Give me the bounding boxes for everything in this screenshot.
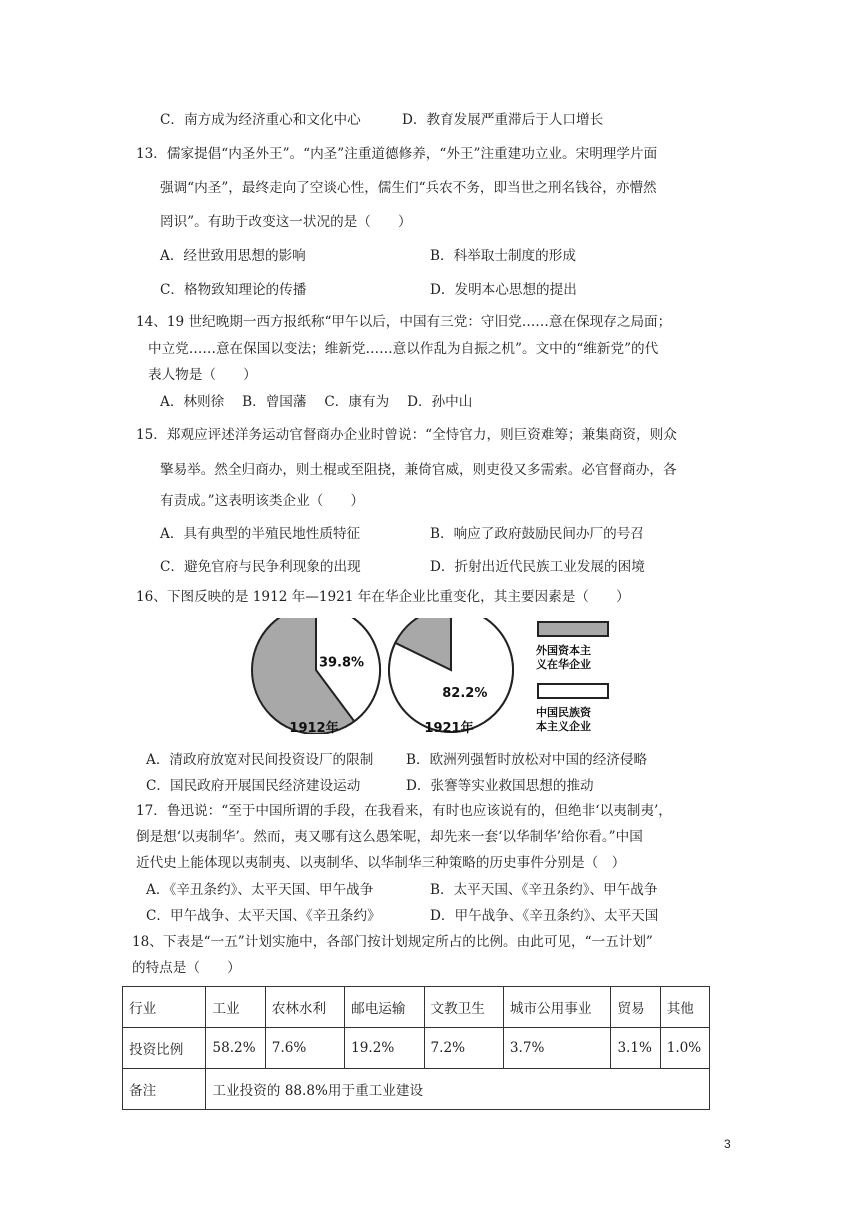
table-cell: 7.2% xyxy=(424,1028,503,1069)
q18-stem-line-1: 18、下表是“一五”计划实施中，各部门按计划规定所占的比例。由此可见，“一五计划” xyxy=(132,934,653,950)
table-cell: 农林水利 xyxy=(265,987,344,1028)
table-cell: 贸易 xyxy=(611,987,660,1028)
legend-label: 本主义企业 xyxy=(536,720,591,733)
q17-stem-line-1: 17．鲁迅说：“至于中国所谓的手段，在我看来，有时也应该说有的，但绝非‘以夷制夷’， xyxy=(136,803,672,819)
q13-stem-line-1: 13．儒家提倡“内圣外王”。“内圣”注重道德修养，“外王”注重建功立业。宋明理学片面 xyxy=(136,146,658,162)
table-cell: 文教卫生 xyxy=(424,987,503,1028)
legend-swatch xyxy=(538,684,608,698)
table-cell: 工业 xyxy=(206,987,265,1028)
q16-option-b: B．欧洲列强暂时放松对中国的经济侵略 xyxy=(406,752,648,768)
pie-year-label: 1912年 xyxy=(289,721,339,734)
pie-year-label: 1921年 xyxy=(424,721,474,734)
pie-value-label: 82.2% xyxy=(442,686,488,702)
table-header-row xyxy=(123,987,710,1028)
table-cell: 1.0% xyxy=(660,1028,709,1069)
q14-stem-line-1: 14、19 世纪晚期一西方报纸称“甲午以后，中国有三党：守旧党……意在保现存之局面； xyxy=(136,314,672,330)
q15-option-c: C．避免官府与民争利现象的出现 xyxy=(160,559,361,575)
table-cell: 3.1% xyxy=(611,1028,660,1069)
legend-label: 义在华企业 xyxy=(536,658,591,671)
q16-option-d: D．张謇等实业救国思想的推动 xyxy=(406,778,594,794)
q13-option-a: A．经世致用思想的影响 xyxy=(160,248,306,264)
q14-stem-line-2: 中立党……意在保国以变法；维新党……意以作乱为自振之机”。文中的“维新党”的代 xyxy=(148,341,659,357)
q15-option-b: B．响应了政府鼓励民间办厂的号召 xyxy=(430,526,644,542)
q13-option-c: C．格物致知理论的传播 xyxy=(160,282,307,298)
q13-stem-line-3: 罔识”。有助于改变这一状况的是（ ） xyxy=(160,214,412,230)
table-note-label: 备注 xyxy=(123,1069,206,1110)
q14-stem-line-3: 表人物是（ ） xyxy=(148,367,257,383)
legend-swatch xyxy=(538,622,608,636)
q15-option-a: A．具有典型的半殖民地性质特征 xyxy=(160,526,361,542)
q17-option-a: A．《辛丑条约》、太平天国、甲午战争 xyxy=(146,882,374,898)
pie-chart-area xyxy=(246,618,618,734)
q16-stem: 16、下图反映的是 1912 年—1921 年在华企业比重变化，其主要因素是（ ） xyxy=(136,589,630,605)
q15-stem-line-2: 擎易举。然全归商办，则土棍或至阻挠，兼倚官威，则吏役又多需索。必官督商办，各 xyxy=(160,462,677,478)
table-row xyxy=(123,1028,710,1069)
q17-option-d: D．甲午战争、《辛丑条约》、太平天国 xyxy=(430,908,659,924)
investment-table xyxy=(122,986,710,1110)
table-note-text: 工业投资的 88.8%用于重工业建设 xyxy=(206,1069,710,1110)
q15-stem-line-3: 有责成。”这表明该类企业（ ） xyxy=(160,493,365,509)
prev-option-c: C．南方成为经济重心和文化中心 xyxy=(160,112,361,128)
q17-option-b: B．太平天国、《辛丑条约》、甲午战争 xyxy=(430,882,658,898)
table-cell: 3.7% xyxy=(503,1028,611,1069)
legend-label: 外国资本主 xyxy=(536,644,591,657)
table-cell: 城市公用事业 xyxy=(503,987,611,1028)
q15-option-d: D．折射出近代民族工业发展的困境 xyxy=(430,559,645,575)
q16-option-a: A．清政府放宽对民间投资设厂的限制 xyxy=(146,752,374,768)
table-cell: 7.6% xyxy=(265,1028,344,1069)
table-cell: 其他 xyxy=(660,987,709,1028)
pie-value-label: 39.8% xyxy=(318,655,365,671)
q13-option-d: D．发明本心思想的提出 xyxy=(430,282,577,298)
prev-option-d: D．教育发展严重滞后于人口增长 xyxy=(402,112,604,128)
q17-stem-line-3: 近代史上能体现以夷制夷、以夷制华、以华制华三种策略的历史事件分别是（ ） xyxy=(136,855,626,871)
q14-options: A．林则徐 B．曾国藩 C．康有为 D．孙中山 xyxy=(160,394,473,410)
pie-chart-svg xyxy=(246,618,618,734)
table-cell: 58.2% xyxy=(206,1028,265,1069)
table-cell: 投资比例 xyxy=(123,1028,206,1069)
q17-option-c: C．甲午战争、太平天国、《辛丑条约》 xyxy=(146,908,381,924)
table-cell: 19.2% xyxy=(345,1028,424,1069)
q17-stem-line-2: 倒是想‘以夷制华’。然而，夷又哪有这么愚笨呢，却先来一套‘以华制华’给你看。”中国 xyxy=(136,829,643,845)
q16-option-c: C．国民政府开展国民经济建设运动 xyxy=(146,778,361,794)
table-note-row xyxy=(123,1069,710,1110)
page-number: 3 xyxy=(724,1137,731,1151)
q13-option-b: B．科举取士制度的形成 xyxy=(430,248,576,264)
table-cell: 邮电运输 xyxy=(345,987,424,1028)
q15-stem-line-1: 15．郑观应评述洋务运动官督商办企业时曾说：“全恃官力，则巨资难筹；兼集商资，则众 xyxy=(136,427,677,443)
legend-label: 中国民族资 xyxy=(536,706,591,719)
table-cell: 行业 xyxy=(123,987,206,1028)
q18-stem-line-2: 的特点是（ ） xyxy=(132,960,241,976)
q13-stem-line-2: 强调“内圣”，最终走向了空谈心性，儒生们“兵农不务，即当世之刑名钱谷，亦懵然 xyxy=(160,180,657,196)
